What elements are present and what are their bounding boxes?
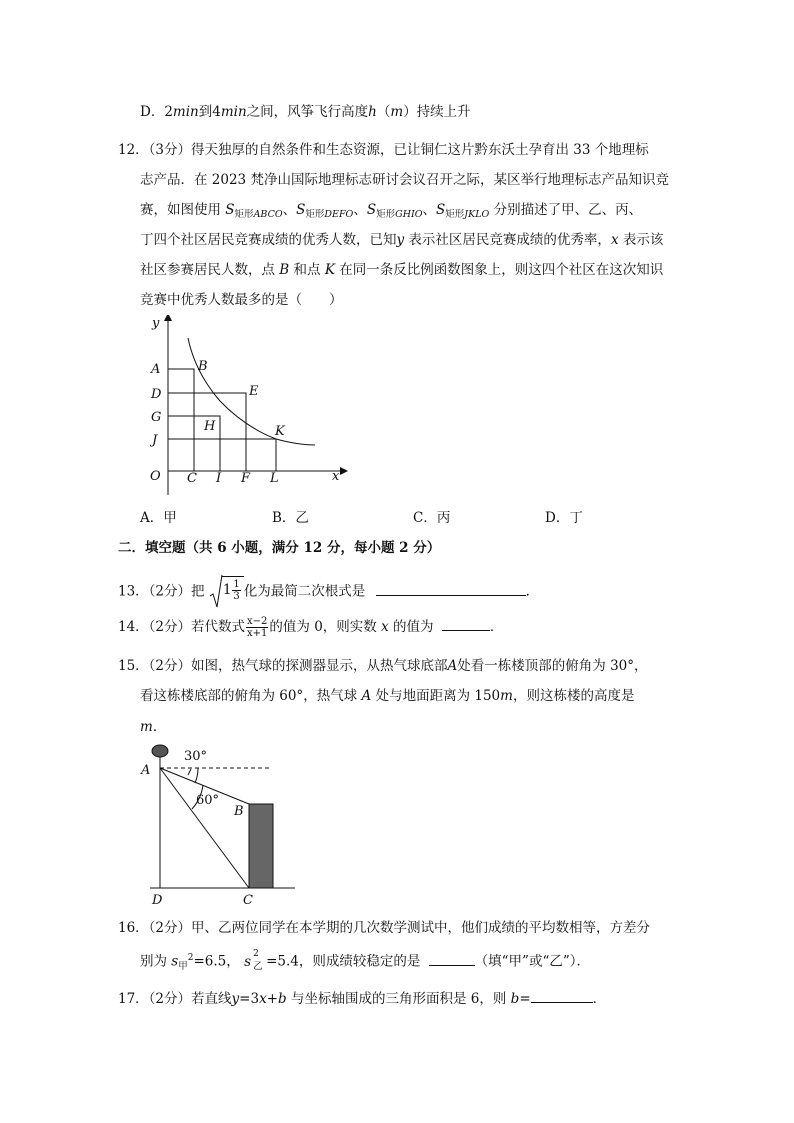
label-c: C bbox=[243, 893, 253, 907]
text: 和点 bbox=[289, 262, 325, 278]
text: 到 bbox=[198, 104, 213, 120]
sub: 乙 bbox=[253, 960, 263, 972]
text: ． bbox=[489, 619, 504, 635]
q12-option-b: B．乙 bbox=[272, 510, 309, 526]
symbol: S bbox=[436, 202, 446, 218]
text: 看这栋楼底部的俯角为 60°，热气球 bbox=[140, 688, 358, 704]
text: 4 bbox=[212, 104, 221, 120]
variable: x bbox=[259, 991, 267, 1007]
q11-option-d bbox=[140, 102, 471, 122]
unit: m bbox=[500, 688, 513, 704]
sqrt-sign bbox=[209, 574, 223, 610]
q15-line-3 bbox=[140, 716, 166, 737]
sep: 、 bbox=[422, 202, 437, 218]
text: 15．（2分）如图，热气球的探测器显示，从热气球底部 bbox=[118, 658, 448, 674]
option-label: D． bbox=[140, 104, 165, 120]
rect-name: GHIO bbox=[395, 209, 423, 220]
q16-line-1: 16．（2分）甲、乙两位同学在本学期的几次数学测试中，他们成绩的平均数相等，方差分 bbox=[118, 920, 651, 936]
label-h: H bbox=[204, 419, 216, 434]
text: =3 bbox=[239, 991, 260, 1007]
fraction bbox=[246, 616, 268, 639]
unit: min bbox=[220, 104, 247, 120]
label-x: x bbox=[332, 469, 340, 484]
sub: 矩形 bbox=[305, 209, 325, 220]
label-f: F bbox=[241, 471, 251, 486]
text: 的值为 0，则实数 bbox=[269, 619, 377, 635]
section-title: 二．填空题（共 6 小题，满分 12 分，每小题 2 分） bbox=[118, 540, 441, 556]
variable: s bbox=[171, 953, 179, 970]
q15-line-1 bbox=[118, 656, 648, 676]
label-g: G bbox=[151, 410, 162, 425]
q15-graph bbox=[140, 742, 310, 907]
text: 别为 bbox=[140, 953, 167, 970]
rect-name: JKLO bbox=[464, 209, 490, 220]
text: 在同一条反比例函数图象上，则这四个社区在这次知识 bbox=[334, 262, 664, 278]
q12-graph bbox=[140, 315, 370, 500]
label-l: L bbox=[270, 471, 279, 486]
label-d: D bbox=[151, 387, 162, 402]
q12-line-3 bbox=[140, 200, 642, 222]
label-o: O bbox=[150, 469, 161, 484]
q15-line-2 bbox=[140, 686, 634, 706]
text: 2 bbox=[164, 104, 173, 120]
q12-option-a: A．甲 bbox=[140, 510, 177, 526]
text: ． bbox=[592, 991, 607, 1007]
text: 之间，风筝飞行高度 bbox=[246, 104, 369, 120]
text: + bbox=[266, 991, 279, 1007]
text: 处与地面距离为 150 bbox=[375, 688, 501, 704]
sub: 矩形 bbox=[234, 209, 254, 220]
sep: 、 bbox=[353, 202, 367, 218]
text: =5.4，则成绩较稳定的是 bbox=[266, 953, 421, 970]
q12-line-4 bbox=[140, 230, 663, 250]
rect-name: ABCO bbox=[253, 209, 283, 220]
label-a: A bbox=[151, 362, 161, 377]
sqrt-content bbox=[222, 576, 244, 602]
text: 分别描述了甲、乙、丙、 bbox=[489, 202, 643, 218]
variable: h bbox=[368, 104, 377, 120]
label-i: I bbox=[216, 471, 222, 486]
text: 与坐标轴围成的三角形面积是 6，则 bbox=[290, 991, 507, 1007]
y-arrow bbox=[164, 315, 172, 321]
label-c: C bbox=[187, 471, 197, 486]
rect-name: DEFO bbox=[324, 209, 354, 220]
q12-line-2: 志产品．在 2023 梵净山国际地理标志研讨会议召开之际，某区举行地理标志产品知识竞 bbox=[140, 172, 669, 188]
variable: b bbox=[510, 991, 520, 1007]
numerator: x−2 bbox=[247, 616, 268, 627]
sup: 2 bbox=[187, 953, 194, 963]
sub: 矩形 bbox=[445, 209, 465, 220]
text: 17．（2分）若直线 bbox=[118, 991, 232, 1007]
text: （填“甲”或“乙”）． bbox=[474, 953, 590, 970]
sup: 2 bbox=[253, 948, 259, 959]
fraction bbox=[232, 579, 240, 602]
answer-blank[interactable] bbox=[531, 988, 593, 1003]
label-j: J bbox=[152, 433, 158, 448]
rect-abco bbox=[168, 369, 194, 471]
q12-line-6: 竞赛中优秀人数最多的是（ ） bbox=[140, 292, 343, 308]
q12-option-d: D．丁 bbox=[545, 510, 583, 526]
symbol: S bbox=[225, 202, 235, 218]
label-a: A bbox=[141, 763, 151, 778]
q13 bbox=[118, 574, 539, 610]
sub: 甲 bbox=[178, 960, 188, 972]
text: 社区参赛居民人数，点 bbox=[140, 262, 280, 278]
label-b: B bbox=[198, 359, 208, 374]
q12-option-c: C．丙 bbox=[413, 510, 451, 526]
label-y: y bbox=[152, 316, 160, 331]
answer-blank[interactable] bbox=[442, 616, 490, 631]
arc-tick bbox=[188, 769, 191, 775]
q16-line-2 bbox=[140, 948, 590, 974]
denominator: 3 bbox=[233, 591, 240, 602]
text: ，则这栋楼的高度是 bbox=[512, 688, 635, 704]
q12-line-5 bbox=[140, 260, 663, 280]
variable: B bbox=[279, 262, 290, 278]
denominator: x+1 bbox=[247, 628, 268, 639]
text: ）持续上升 bbox=[403, 104, 471, 120]
unit: m bbox=[390, 104, 404, 120]
numerator: 1 bbox=[233, 579, 240, 590]
text: 赛，如图使用 bbox=[140, 202, 226, 218]
text: ． bbox=[152, 719, 167, 735]
text: 丁四个社区居民竞赛成绩的优秀人数，已知 bbox=[140, 232, 397, 248]
text: 14．（2分）若代数式 bbox=[118, 619, 246, 635]
unit: m bbox=[140, 719, 153, 735]
symbol: S bbox=[366, 202, 377, 218]
variable: y bbox=[396, 232, 405, 248]
text: （ bbox=[376, 104, 391, 120]
variable: K bbox=[324, 262, 335, 278]
arc-30 bbox=[195, 768, 198, 783]
sub: 矩形 bbox=[376, 209, 396, 220]
variable: A bbox=[361, 688, 372, 704]
label-b: B bbox=[234, 804, 244, 819]
text: =6.5， bbox=[193, 953, 240, 970]
mixed-whole: 1 bbox=[222, 582, 232, 598]
balloon-icon bbox=[152, 745, 168, 757]
label-30: 30° bbox=[184, 749, 208, 764]
label-d: D bbox=[152, 893, 163, 907]
variable: s bbox=[244, 953, 251, 970]
text: 表示该 bbox=[618, 232, 664, 248]
q14 bbox=[118, 616, 503, 639]
symbol: S bbox=[296, 202, 306, 218]
rect-jklo bbox=[168, 439, 276, 471]
variable: A bbox=[447, 658, 458, 674]
variance-2 bbox=[244, 948, 266, 972]
text: 处看一栋楼顶部的俯角为 30°， bbox=[457, 658, 648, 674]
q12-line-1: 12．（3分）得天独厚的自然条件和生态资源，已让铜仁这片黔东沃土孕育出 33 个地理标 bbox=[118, 142, 649, 158]
text: 表示社区居民竞赛成绩的优秀率， bbox=[404, 232, 611, 248]
variable: x bbox=[610, 232, 619, 248]
text: 的值为 bbox=[393, 619, 434, 635]
label-e: E bbox=[249, 384, 259, 399]
label-k: K bbox=[275, 424, 285, 439]
x-arrow bbox=[340, 467, 348, 475]
variable: x bbox=[381, 619, 389, 635]
label-60: 60° bbox=[196, 793, 220, 808]
variable: y bbox=[231, 991, 240, 1007]
unit: min bbox=[172, 104, 199, 120]
text: 13．（2分）把 bbox=[118, 583, 205, 600]
text: ． bbox=[525, 583, 540, 600]
building bbox=[249, 804, 273, 888]
text: 化为最简二次根式是 bbox=[243, 583, 366, 600]
answer-blank[interactable] bbox=[429, 951, 475, 966]
answer-blank[interactable] bbox=[376, 581, 526, 596]
sep: 、 bbox=[282, 202, 297, 218]
text: = bbox=[519, 991, 531, 1007]
variable: b bbox=[278, 991, 287, 1007]
q17 bbox=[118, 988, 606, 1009]
